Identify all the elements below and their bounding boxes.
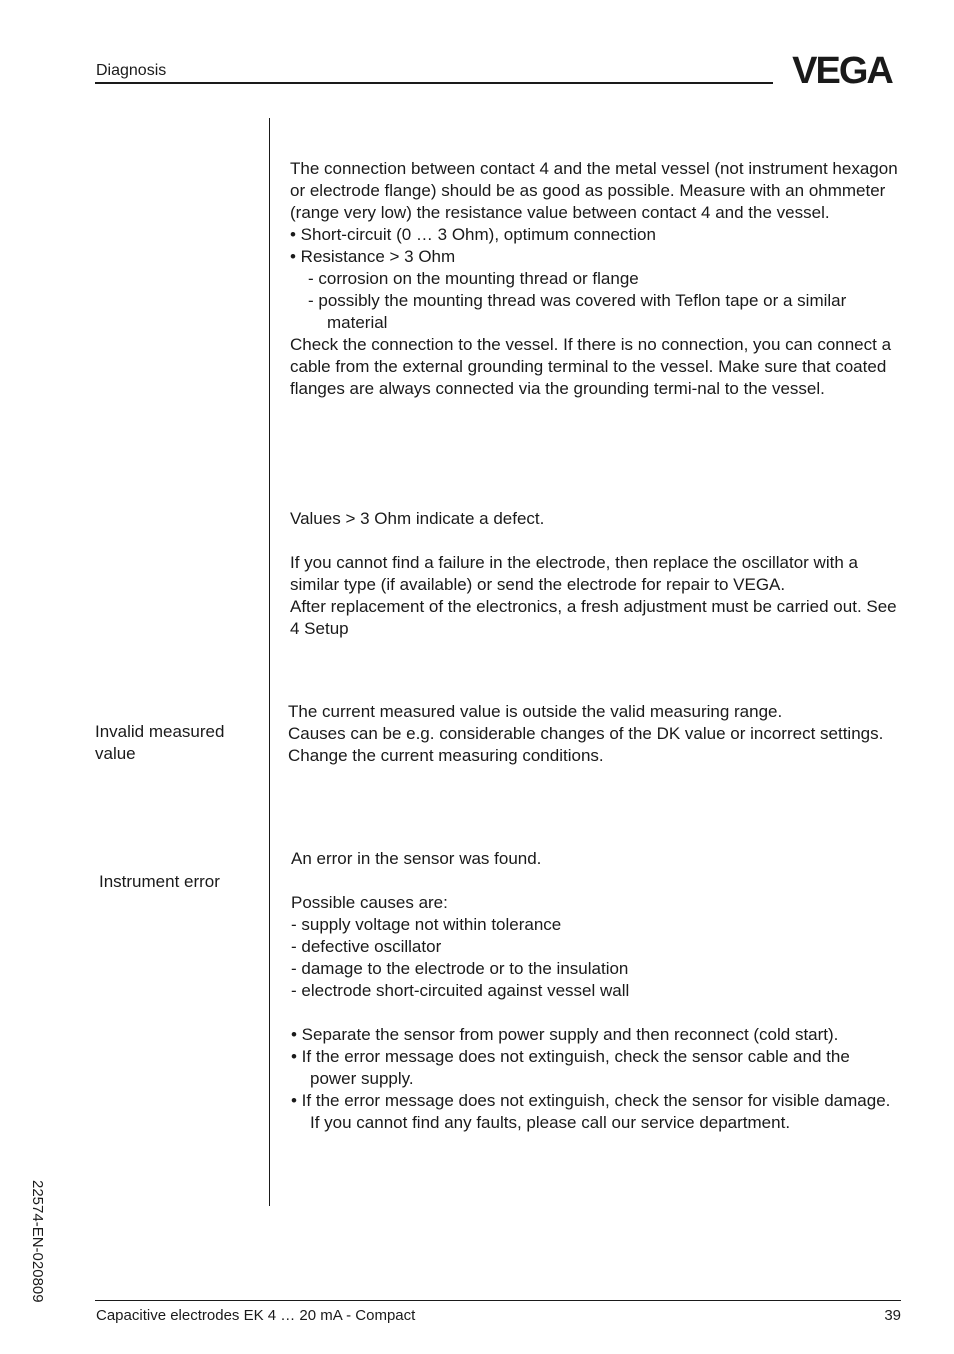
bullet-resistance: • Resistance > 3 Ohm: [290, 247, 456, 266]
cause-item: - defective oscillator: [291, 937, 442, 956]
action-item: • If the error message does not extinguish, check the sensor cable and the power supply.: [291, 1047, 850, 1088]
error-found: An error in the sensor was found.: [291, 849, 542, 868]
instrument-error-block: [291, 848, 900, 1134]
label-instrument-error: Instrument error: [99, 872, 220, 891]
check-connection: Check the connection to the vessel. If there is no connection, you can connect a cable from the external grounding terminal to the vessel. Make sure that coated flanges are always connected via the grounding termi-nal to the vessel.: [290, 335, 892, 398]
service-note: If you cannot find any faults, please call our service department.: [310, 1113, 791, 1132]
replace-oscillator: If you cannot find a failure in the electrode, then replace the oscillator with a similar type (if available) or send the electrode for repair to VEGA.: [290, 553, 858, 594]
grounding-connection-block: [290, 158, 900, 400]
bullet-short-circuit: • Short-circuit (0 … 3 Ohm), optimum connection: [290, 225, 656, 244]
label-invalid-measured-value: Invalid measured value: [95, 722, 225, 763]
page-number: 39: [884, 1307, 901, 1324]
footer-rule: [95, 1300, 901, 1301]
action-item: • Separate the sensor from power supply and then reconnect (cold start).: [291, 1025, 839, 1044]
sub-corrosion: - corrosion on the mounting thread or flange: [308, 269, 639, 288]
change-conditions: Change the current measuring conditions.: [288, 746, 604, 765]
header-rule: [95, 82, 773, 84]
action-item: • If the error message does not extinguish, check the sensor for visible damage.: [291, 1091, 891, 1110]
document-id: 22574-EN-020809: [29, 1180, 46, 1303]
cause-item: - electrode short-circuited against vessel wall: [291, 981, 630, 1000]
vega-logo: [782, 52, 902, 88]
section-title: Diagnosis: [96, 62, 167, 79]
invalid-value-block: [288, 701, 900, 767]
possible-causes-title: Possible causes are:: [291, 893, 448, 912]
cause-item: - supply voltage not within tolerance: [291, 915, 562, 934]
outside-range: The current measured value is outside the valid measuring range.: [288, 702, 783, 721]
logo-text: VEGA: [792, 52, 892, 88]
values-defect: Values > 3 Ohm indicate a defect.: [290, 509, 545, 528]
causes-dk: Causes can be e.g. considerable changes of the DK value or incorrect settings.: [288, 724, 884, 743]
cause-item: - damage to the electrode or to the insulation: [291, 959, 629, 978]
electrode-defect-block: [290, 508, 900, 640]
sub-teflon: - possibly the mounting thread was covered with Teflon tape or a similar material: [308, 291, 847, 332]
grounding-intro: The connection between contact 4 and the metal vessel (not instrument hexagon or electrode flange) should be as good as possible. Measure with an ohmmeter (range very low) the resistance value between contact 4 and the vessel.: [290, 159, 898, 222]
footer-doc-title: Capacitive electrodes EK 4 … 20 mA - Compact: [96, 1307, 416, 1324]
after-replacement: After replacement of the electronics, a fresh adjustment must be carried out. See 4 Setup: [290, 597, 897, 638]
column-divider: [269, 118, 270, 1206]
